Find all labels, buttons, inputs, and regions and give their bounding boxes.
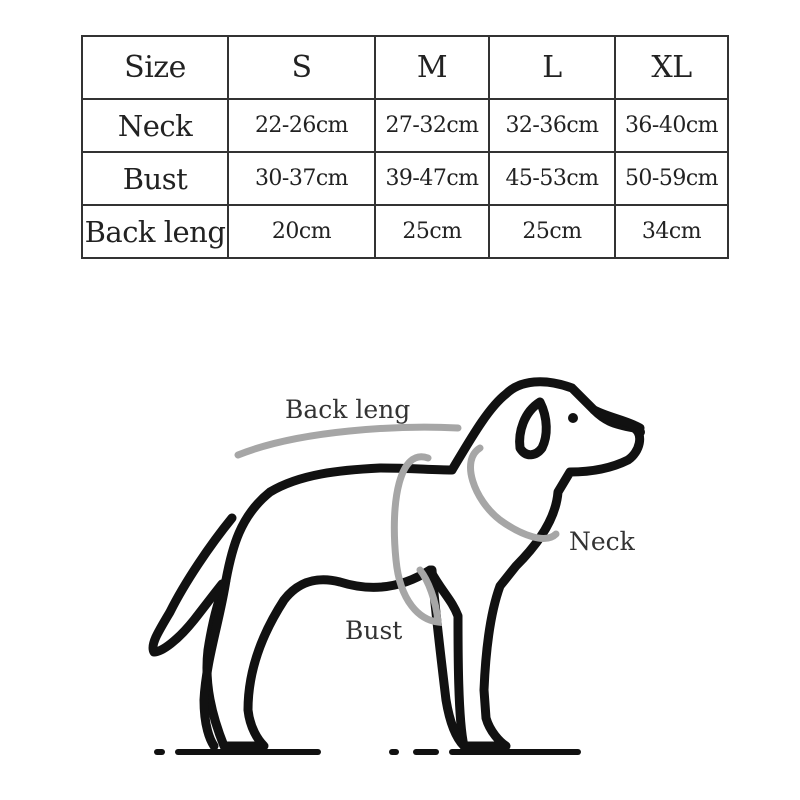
header-s: S <box>228 36 375 99</box>
dog-eye <box>568 413 578 423</box>
back-length-label: Back leng <box>285 395 411 424</box>
header-xl: XL <box>615 36 728 99</box>
cell-neck-s: 22-26cm <box>228 99 375 152</box>
neck-label: Neck <box>569 527 635 556</box>
header-l: L <box>489 36 615 99</box>
dog-nose <box>635 427 645 437</box>
cell-neck-l: 32-36cm <box>489 99 615 152</box>
cell-back-xl: 34cm <box>615 205 728 258</box>
cell-back-s: 20cm <box>228 205 375 258</box>
cell-back-m: 25cm <box>375 205 489 258</box>
bust-label: Bust <box>345 616 403 645</box>
cell-bust-xl: 50-59cm <box>615 152 728 205</box>
cell-neck-m: 27-32cm <box>375 99 489 152</box>
row-label-back-length: Back leng <box>82 205 228 258</box>
cell-back-l: 25cm <box>489 205 615 258</box>
cell-neck-xl: 36-40cm <box>615 99 728 152</box>
bust-measure-line <box>394 457 438 622</box>
header-size: Size <box>82 36 228 99</box>
row-label-bust: Bust <box>82 152 228 205</box>
row-label-neck: Neck <box>82 99 228 152</box>
dog-tail <box>153 518 232 652</box>
header-m: M <box>375 36 489 99</box>
cell-bust-s: 30-37cm <box>228 152 375 205</box>
dog-body-outline <box>207 382 640 746</box>
back-length-measure-line <box>238 427 458 455</box>
cell-bust-m: 39-47cm <box>375 152 489 205</box>
cell-bust-l: 45-53cm <box>489 152 615 205</box>
dog-ear <box>520 402 547 455</box>
